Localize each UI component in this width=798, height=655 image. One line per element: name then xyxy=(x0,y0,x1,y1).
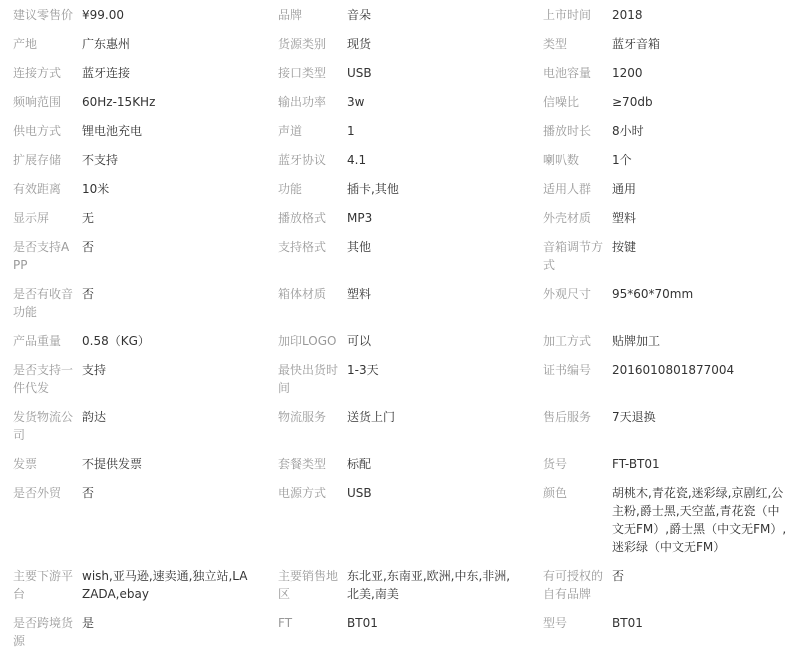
attribute-value: 东北亚,东南亚,欧洲,中东,非洲,北美,南美 xyxy=(347,569,511,601)
attribute-value: 标配 xyxy=(347,457,372,471)
attribute-value: 送货上门 xyxy=(347,410,396,424)
attribute-name: 电池容量 xyxy=(543,66,592,80)
attribute-value: 锂电池充电 xyxy=(82,124,143,138)
attribute-name: 货号 xyxy=(543,457,568,471)
attribute-name: 证书编号 xyxy=(543,363,592,377)
attribute-value: 塑料 xyxy=(347,287,372,301)
attribute-value: 通用 xyxy=(612,182,637,196)
attribute-value: 60Hz-15KHz xyxy=(82,95,156,109)
table-row xyxy=(0,203,798,232)
attribute-name: 是否外贸 xyxy=(13,486,62,500)
attribute-name: 品牌 xyxy=(278,8,303,22)
attribute-name: 加工方式 xyxy=(543,334,592,348)
attribute-value: 0.58（KG） xyxy=(82,334,150,348)
attribute-name: 箱体材质 xyxy=(278,287,327,301)
attribute-name: 产地 xyxy=(13,37,38,51)
attribute-value: 2016010801877004 xyxy=(612,363,735,377)
attribute-value: 否 xyxy=(82,240,95,254)
attribute-value: 10米 xyxy=(82,182,110,196)
attribute-name: 播放格式 xyxy=(278,211,327,225)
table-row xyxy=(0,449,798,478)
attribute-value: 可以 xyxy=(347,334,372,348)
table-row xyxy=(0,58,798,87)
attribute-value: 按键 xyxy=(612,240,637,254)
attribute-name: 有效距离 xyxy=(13,182,62,196)
attribute-value: 塑料 xyxy=(612,211,637,225)
table-row xyxy=(0,279,798,326)
attribute-value: 8小时 xyxy=(612,124,644,138)
attribute-name: 类型 xyxy=(543,37,568,51)
attribute-value: 95*60*70mm xyxy=(612,287,694,301)
attribute-value: MP3 xyxy=(347,211,373,225)
attribute-value: 2018 xyxy=(612,8,643,22)
attribute-value: 是 xyxy=(82,616,95,630)
attribute-name: 建议零售价 xyxy=(13,8,74,22)
table-row xyxy=(0,355,798,402)
attribute-name: 上市时间 xyxy=(543,8,592,22)
attribute-name: 是否支持一件代发 xyxy=(13,363,74,395)
table-row xyxy=(0,232,798,279)
table-row xyxy=(0,478,798,561)
attribute-name: 加印LOGO xyxy=(278,334,337,348)
attribute-name: 接口类型 xyxy=(278,66,327,80)
attribute-value: 3w xyxy=(347,95,365,109)
attribute-value: 否 xyxy=(612,569,625,583)
attribute-value: FT-BT01 xyxy=(612,457,660,471)
attribute-value: USB xyxy=(347,486,372,500)
attribute-name: 颜色 xyxy=(543,486,568,500)
table-row xyxy=(0,29,798,58)
attribute-name: 外观尺寸 xyxy=(543,287,592,301)
attribute-name: 物流服务 xyxy=(278,410,327,424)
attribute-name: 信噪比 xyxy=(543,95,580,109)
attribute-value: USB xyxy=(347,66,372,80)
attribute-value: wish,亚马逊,速卖通,独立站,LAZADA,ebay xyxy=(82,569,248,601)
attribute-value: 蓝牙音箱 xyxy=(612,37,661,51)
attribute-name: 声道 xyxy=(278,124,303,138)
attribute-value: 1-3天 xyxy=(347,363,379,377)
attribute-name: 功能 xyxy=(278,182,303,196)
attribute-name: 电源方式 xyxy=(278,486,327,500)
attribute-name: 套餐类型 xyxy=(278,457,327,471)
attribute-value: 贴牌加工 xyxy=(612,334,661,348)
attribute-name: 显示屏 xyxy=(13,211,50,225)
attribute-value: ¥99.00 xyxy=(82,8,124,22)
table-row xyxy=(0,0,798,29)
attribute-name: 播放时长 xyxy=(543,124,592,138)
attribute-value: 不支持 xyxy=(82,153,119,167)
table-row xyxy=(0,87,798,116)
table-row xyxy=(0,561,798,608)
attribute-name: 适用人群 xyxy=(543,182,592,196)
table-row xyxy=(0,326,798,355)
attribute-name: 发货物流公司 xyxy=(13,410,74,442)
attribute-value: 1个 xyxy=(612,153,632,167)
attribute-value: ≥70db xyxy=(612,95,653,109)
attribute-value: 否 xyxy=(82,486,95,500)
attribute-value: 插卡,其他 xyxy=(347,182,399,196)
attribute-name: 有可授权的自有品牌 xyxy=(543,569,604,601)
attribute-value: 广东惠州 xyxy=(82,37,131,51)
attribute-name: FT xyxy=(278,616,293,630)
attribute-name: 供电方式 xyxy=(13,124,62,138)
attribute-name: 输出功率 xyxy=(278,95,327,109)
attribute-name: 是否跨境货源 xyxy=(13,616,74,648)
attribute-name: 型号 xyxy=(543,616,568,630)
attribute-name: 喇叭数 xyxy=(543,153,580,167)
attribute-name: 蓝牙协议 xyxy=(278,153,327,167)
attribute-name: 主要下游平台 xyxy=(13,569,74,601)
attribute-name: 是否有收音功能 xyxy=(13,287,74,319)
attribute-name: 货源类别 xyxy=(278,37,327,51)
attribute-value: 4.1 xyxy=(347,153,367,167)
attribute-name: 发票 xyxy=(13,457,38,471)
attribute-value: 1 xyxy=(347,124,355,138)
attribute-value: 否 xyxy=(82,287,95,301)
attribute-name: 主要销售地区 xyxy=(278,569,339,601)
attribute-value: 音朵 xyxy=(347,8,372,22)
attribute-name: 支持格式 xyxy=(278,240,327,254)
attribute-name: 扩展存储 xyxy=(13,153,62,167)
table-row xyxy=(0,174,798,203)
attribute-name: 连接方式 xyxy=(13,66,62,80)
attribute-name: 产品重量 xyxy=(13,334,62,348)
table-row xyxy=(0,145,798,174)
table-row xyxy=(0,402,798,449)
attribute-name: 最快出货时间 xyxy=(278,363,339,395)
attribute-name: 音箱调节方式 xyxy=(543,240,604,272)
attribute-name: 外壳材质 xyxy=(543,211,592,225)
attribute-name: 售后服务 xyxy=(543,410,592,424)
attribute-name: 是否支持APP xyxy=(13,240,70,272)
attribute-value: BT01 xyxy=(612,616,643,630)
attribute-value: 胡桃木,青花瓷,迷彩绿,京剧红,公主粉,爵士黑,天空蓝,青花瓷（中文无FM）,爵士黑（中文无FM）,迷彩绿（中文无FM） xyxy=(612,486,787,554)
attribute-value: 不提供发票 xyxy=(82,457,143,471)
table-row xyxy=(0,116,798,145)
attribute-value: 7天退换 xyxy=(612,410,656,424)
attribute-value: 蓝牙连接 xyxy=(82,66,131,80)
attribute-value: 支持 xyxy=(82,363,107,377)
attribute-value: 1200 xyxy=(612,66,643,80)
attribute-value: 现货 xyxy=(347,37,372,51)
attribute-value: 无 xyxy=(82,211,95,225)
attribute-value: BT01 xyxy=(347,616,378,630)
attribute-name: 频响范围 xyxy=(13,95,62,109)
attribute-value: 韵达 xyxy=(82,410,107,424)
attribute-value: 其他 xyxy=(347,240,372,254)
